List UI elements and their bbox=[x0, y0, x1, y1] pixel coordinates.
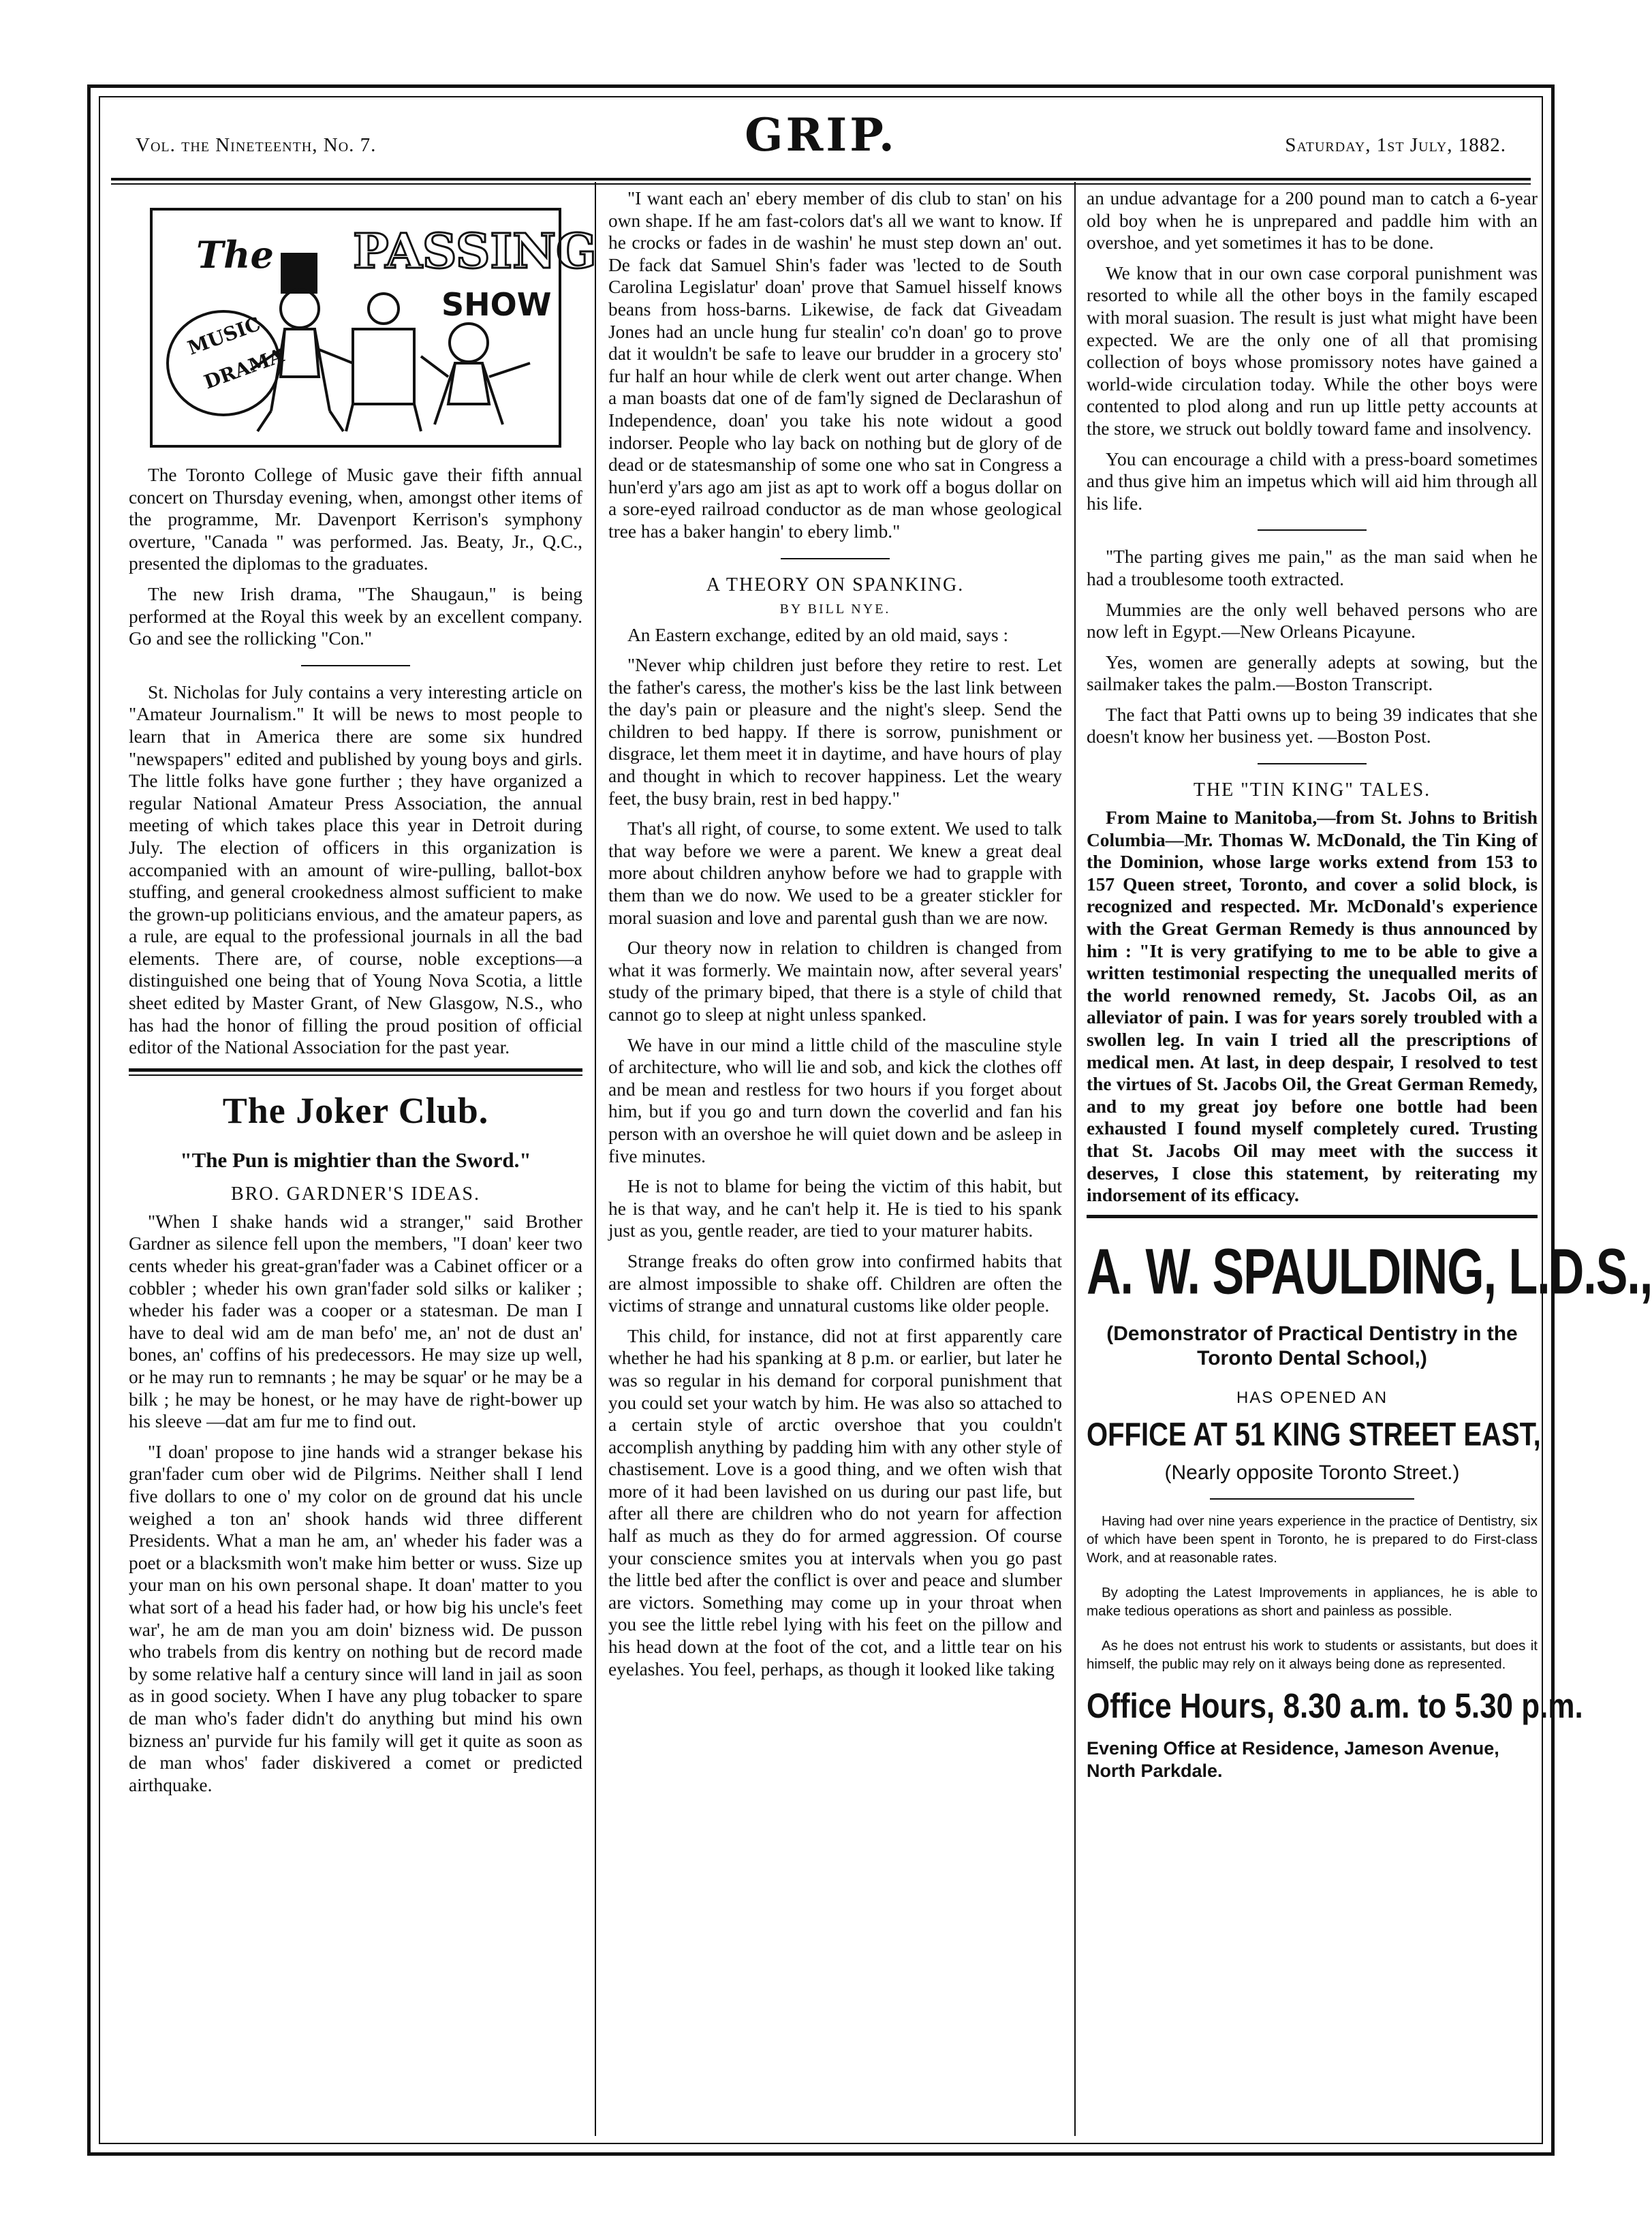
column-divider-1 bbox=[595, 182, 596, 2136]
joker-club-heading: The Joker Club. bbox=[222, 1089, 489, 1131]
dentist-title: (Demonstrator of Practical Dentistry in the Toronto Dental School,) bbox=[1106, 1322, 1518, 1369]
press-board-paragraph: You can encourage a child with a press-board sometimes and thus give him an impetus which will aid him through all his life. bbox=[1087, 448, 1538, 514]
st-nicholas-paragraph: St. Nicholas for July contains a very interesting article on "Amateur Journalism." It will be news to most people to learn that in America there are some six hundred "newspapers" edited and published by young boys and girls. The little folks have gone further ; they have organized a regular National Amateur Press Association, the annual meeting of which takes place this year in Detroit during July. The election of officers in this organization is accompanied with an amount of wire-pulling, ballot-box stuffing, and general crookedness almost sufficient to make the grown-up politicians envious, and the amateur papers, as a rule, are equal to the professional journals in all the bad elements. There are, of course, noble exceptions—a distinguished one being that of Young Nova Scotia, a little sheet edited by Master Grant, of New Glasgow, N.S., who has had the honor of filling the proud position of official editor of the National Association for the past year. bbox=[129, 681, 582, 1058]
page-frame bbox=[87, 84, 1652, 2156]
ad-experience-paragraph: Having had over nine years experience in the practice of Dentistry, six of which have been spent in Toronto, he is prepared to do First-class Work, and at reasonable rates. bbox=[1087, 1513, 1538, 1566]
column-2 bbox=[608, 187, 1062, 2132]
puppet-stage-icon bbox=[346, 294, 421, 431]
office-address: OFFICE AT 51 KING STREET EAST, bbox=[1087, 1416, 1541, 1453]
column-divider-2 bbox=[1074, 182, 1076, 2136]
spanking-heading: A THEORY ON SPANKING. bbox=[706, 574, 965, 595]
mummies-quip: Mummies are the only well behaved persons who are now left in Egypt.—New Orleans Picayune. bbox=[1087, 599, 1538, 642]
spanking-paragraph-1: An Eastern exchange, edited by an old maid, says : bbox=[627, 624, 1009, 645]
page-inner-frame bbox=[99, 96, 1652, 2144]
gardner-continued-paragraph: "I want each an' ebery member of dis club to stan' on his own shape. If he am fast-colors dat's all we want to know. If he crocks or fades in de washin' he must step down an' out. De fack dat Samuel Shin's fader was 'lected to de South Carolina Legislatur' doan' prove that Samuel hisself knows beans from hoss-barns. Likewise, de fack dat Giveadam Jones had an uncle hung fur stealin' co'n doan' go to prove dat it wouldn't be safe to leave our brudder in a grocery sto' fur half an hour while de clerk went out arter change. When a man boasts dat one of de fam'ly signed de Declarashun of Independence, doan' you take his note widout a good indorser. People who lay back on nothing but de glory of de dead or de statesmanship of some one who sat in Congress a hun'erd y'ars ago am jist as apt to work off a bogus dollar on a sore-eyed railroad conductor as de man whose geological tree has a baker hangin' to ebery limb." bbox=[608, 188, 1062, 542]
parting-quip: "The parting gives me pain," as the man said when he had a troublesome tooth extracted. bbox=[1087, 546, 1538, 589]
showman-figure-icon bbox=[251, 254, 353, 431]
cartoon-show-text: SHOW bbox=[441, 286, 552, 323]
dentist-name: A. W. SPAULDING, L.D.S., bbox=[1087, 1235, 1652, 1307]
office-hours: Office Hours, 8.30 a.m. to 5.30 p.m. bbox=[1087, 1687, 1583, 1726]
spanking-byline: BY BILL NYE. bbox=[779, 601, 891, 617]
masthead bbox=[111, 97, 1531, 178]
section-rule bbox=[781, 558, 890, 559]
masthead-rule bbox=[111, 178, 1531, 185]
spanking-paragraph-5: We have in our mind a little child of the masculine style of architecture, who will lie and sob, and kick the clothes off and be mean and restless for two hours if you forget about him, but if you go and turn down the coverlid and fan his person with an overshoe he will quiet down and be asleep in five minutes. bbox=[608, 1034, 1062, 1166]
issue-date: Saturday, 1st July, 1882. bbox=[1285, 134, 1506, 156]
column-1 bbox=[129, 187, 597, 2132]
spanking-continued-paragraph: an undue advantage for a 200 pound man to catch a 6-year old boy when he is unprepared and paddle him with an overshoe, and yet sometimes it has to be done. bbox=[1087, 188, 1538, 253]
patti-quip: The fact that Patti owns up to being 39 indicates that she doesn't know her business yet. —Boston Post. bbox=[1087, 704, 1538, 747]
corporal-punishment-paragraph: We know that in our own case corporal punishment was resorted to while all the other boys in the family escaped with moral suasion. The result is just what might have been expected. We are the only one of all that promising collection of boys whose promissory notes have gained a world-wide circulation today. While the other boys were contented to plod along and run up little petty accounts at the store, we struck out boldly toward fame and insolvency. bbox=[1087, 262, 1538, 439]
tin-king-paragraph: From Maine to Manitoba,—from St. Johns to British Columbia—Mr. Thomas W. McDonald, the Tin King of the Dominion, whose large works extend from 153 to 157 Queen street, Toronto, and cover a solid block, is recognized and respected. Mr. McDonald's experience with the Great German Remedy is thus announced by him : "It is very gratifying to me to be able to give a written testimonial respecting the unequalled merits of the world renowned remedy, St. Jacobs Oil, as an alleviator of pain. I was for years sorely troubled with a swollen leg. In vain I tried all the prescriptions of medical men. At last, in deep despair, I resolved to test the virtues of St. Jacobs Oil, the Great German Remedy, and to my great joy before one bottle had been exhausted I found myself completely cured. Trusting that St. Jacobs Oil may meet with the success it deserves, I close this statement, by reiterating my indorsement of its efficacy. bbox=[1087, 807, 1538, 1206]
section-rule bbox=[1258, 763, 1367, 764]
newspaper-title: GRIP. bbox=[745, 108, 897, 161]
spanking-paragraph-4: Our theory now in relation to children is changed from what it was formerly. We maintain now, after several years' study of the primary biped, that there is a style of child that cannot go to sleep at night unless spanked. bbox=[608, 938, 1062, 1025]
spanking-paragraph-3: That's all right, of course, to some extent. We used to talk that way before we were a parent. We knew a great deal more about children anyhow before we had to grapple with them than we do now. We used to be a greater stickler for moral suasion and love and parental gush than we are now. bbox=[608, 818, 1062, 928]
spanking-paragraph-6: He is not to blame for being the victim of this habit, but he is that way, and he can't help it. He is tied to his spank just as you, gentle reader, are tied to your maturer habits. bbox=[608, 1176, 1062, 1241]
irish-drama-paragraph: The new Irish drama, "The Shaugaun," is being performed at the Royal this week by an excellent company. Go and see the rollicking "Con." bbox=[129, 583, 582, 649]
spanking-paragraph-8: This child, for instance, did not at first apparently care whether he had his spanking at 8 p.m. or earlier, but later he was so regular in his demand for corporal punishment that you could set your watch by him. He was also so attached to a certain style of arctic overshoe that you couldn't accomplish anything by padding him with any other style of chastisement. Love is a good thing, and we often wish that more of it had been lavished on us during our past life, but after all there are children who do not yearn for affection half as much as they do for armed aggression. Of course your conscience smites you at intervals when you go past the little bed after the conflict is over and peace and slumber are victors. Something may come up in your throat when you see the little rebel lying with his feet on the pillow and his head down at the foot of the cot, and a little tear on his eyelashes. You feel, perhaps, as though it looked like taking bbox=[608, 1325, 1062, 1679]
spanking-paragraph-7: Strange freaks do often grow into confirmed habits that are almost impossible to shake off. Children are often the victims of strange and unnatural customs like older people. bbox=[608, 1250, 1062, 1316]
ad-improvements-paragraph: By adopting the Latest Improvements in appliances, he is able to make tedious operations as short and painless as possible. bbox=[1087, 1584, 1538, 1619]
has-opened-label: HAS OPENED AN bbox=[1236, 1388, 1388, 1407]
cartoon-passing-text: PASSING bbox=[353, 223, 597, 279]
volume-label: Vol. the Nineteenth, No. 7. bbox=[136, 134, 377, 156]
gardner-paragraph-2: "I doan' propose to jine hands wid a stranger bekase his gran'fader cum ober wid de Pilgrims. Neither shall I lend five dollars to one o' my color on de ground dat his uncle weighed a ton an' shook hands wid three different Presidents. What a man he am, an' wheder his fader was a poet or a blacksmith won't make him better or wuss. Size up your man on his own personal shape. It doan' matter to you what sort of a head his fader had, or how big his uncle's feet war', he am de man you am doin' bizness wid. De pusson who trabels from dis kentry on nothing but de record made by some relative half a century since will land in jail as soon as in good society. When I have any plug tobacker to spare de man who's fader didn't do anything but mind his own bizness an' purvide fur his family will get it quite as soon as de man whos' fader diskivered a comet or predicted airthquake. bbox=[129, 1441, 582, 1795]
office-landmark: (Nearly opposite Toronto Street.) bbox=[1164, 1461, 1460, 1484]
gardner-paragraph-1: "When I shake hands wid a stranger," said Brother Gardner as silence fell upon the members, "I doan' keer two cents wheder his great-gran'fader was a Cabinet officer or a cobbler ; wheder his own gran'fader sold silks or kaliker ; wheder his fader was a cooper or a statesman. De man I have to deal wid am de man befo' me, an' not de dust an' bones, an' coffins of his predecessors. He may size up well, or he may run to remnants ; he may be squar' or he may be a bilk ; he may be honest, or he may have de right-bower up his sleeve —dat am fur me to find out. bbox=[129, 1211, 582, 1432]
joker-club-motto: "The Pun is mightier than the Sword." bbox=[180, 1147, 531, 1172]
joker-club-rule bbox=[129, 1068, 582, 1076]
cartoon-drama-label: DRAMA bbox=[201, 343, 287, 394]
cartoon-music-label: MUSIC bbox=[185, 312, 264, 360]
sowing-quip: Yes, women are generally adepts at sowing, but the sailmaker takes the palm.—Boston Transcript. bbox=[1087, 651, 1538, 695]
passing-show-cartoon bbox=[149, 206, 597, 449]
section-rule bbox=[301, 665, 410, 666]
spanking-paragraph-2: "Never whip children just before they retire to rest. Let the father's caress, the mother's kiss be the last link between the day's pain or pleasure and the night's sleep. Send the children to bed happy. If there is sorrow, punishment or disgrace, let them meet it in daytime, and have hours of play and thought in which to recover happiness. Let the weary feet, the busy brain, rest in bed happy." bbox=[608, 655, 1062, 809]
dentist-advertisement bbox=[1087, 1215, 1652, 1782]
section-rule bbox=[1258, 529, 1367, 531]
ad-rule bbox=[1210, 1498, 1414, 1500]
music-college-paragraph: The Toronto College of Music gave their fifth annual concert on Thursday evening, when, amongst other items of the programme, Mr. Davenport Kerrison's symphony overture, "Canada " was performed. Jas. Beaty, Jr., Q.C., presented the diplomas to the graduates. bbox=[129, 465, 582, 574]
ad-reliability-paragraph: As he does not entrust his work to students or assistants, but does it himself, the public may rely on it always being done as represented. bbox=[1087, 1637, 1538, 1672]
gardner-heading: BRO. GARDNER'S IDEAS. bbox=[231, 1183, 480, 1205]
column-3 bbox=[1087, 187, 1652, 2132]
jester-figure-icon bbox=[421, 324, 530, 424]
tin-king-heading: THE "TIN KING" TALES. bbox=[1193, 779, 1431, 801]
cartoon-the-text: The bbox=[196, 233, 274, 277]
evening-office: Evening Office at Residence, Jameson Avenue, North Parkdale. bbox=[1087, 1737, 1499, 1781]
